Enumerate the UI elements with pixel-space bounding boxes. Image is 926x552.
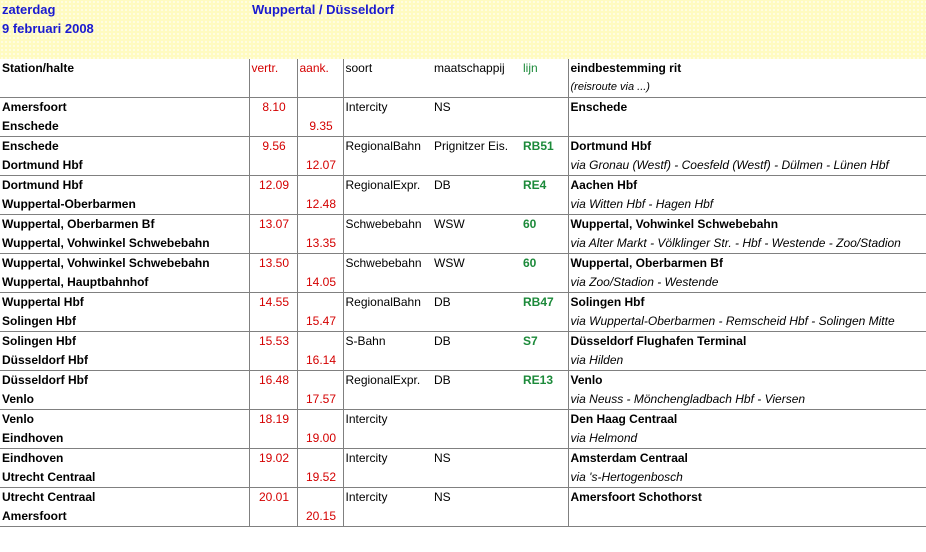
arrival-time: 16.14	[297, 351, 343, 371]
route-via: via Hilden	[568, 351, 926, 371]
from-station: Enschede	[0, 137, 249, 157]
leg-row-departure	[0, 98, 926, 118]
date-label: 9 februari 2008	[2, 21, 94, 36]
to-station: Wuppertal, Vohwinkel Schwebebahn	[0, 234, 249, 254]
train-type: Schwebebahn	[345, 217, 422, 231]
departure-time: 16.48	[249, 371, 297, 391]
final-destination: Wuppertal, Vohwinkel Schwebebahn	[570, 217, 779, 231]
leg-row-arrival	[0, 195, 926, 215]
train-type: Intercity	[345, 412, 388, 426]
line-number: S7	[521, 332, 568, 352]
route-via: via Neuss - Mönchengladbach Hbf - Viersen	[568, 390, 926, 410]
arrival-time: 12.07	[297, 156, 343, 176]
final-destination: Venlo	[570, 373, 603, 387]
arrival-time: 9.35	[297, 117, 343, 137]
final-destination: Aachen Hbf	[570, 178, 638, 192]
route-via: via Zoo/Stadion - Westende	[568, 273, 926, 293]
company: NS	[434, 100, 451, 114]
from-station: Düsseldorf Hbf	[0, 371, 249, 391]
from-station: Dortmund Hbf	[0, 176, 249, 196]
company: NS	[434, 490, 451, 504]
train-type: Intercity	[345, 451, 388, 465]
leg-row-arrival	[0, 312, 926, 332]
line-number	[521, 488, 568, 508]
arrival-time: 20.15	[297, 507, 343, 527]
company: DB	[434, 295, 451, 309]
col-arrival: aank.	[297, 59, 343, 78]
route-via: via Witten Hbf - Hagen Hbf	[568, 195, 926, 215]
to-station: Wuppertal, Hauptbahnhof	[0, 273, 249, 293]
from-station: Amersfoort	[0, 98, 249, 118]
final-destination: Enschede	[570, 100, 628, 114]
departure-time: 15.53	[249, 332, 297, 352]
leg-row-arrival	[0, 429, 926, 449]
train-type: Schwebebahn	[345, 256, 422, 270]
leg-row-departure	[0, 449, 926, 469]
departure-time: 19.02	[249, 449, 297, 469]
train-type: Intercity	[345, 490, 388, 504]
from-station: Wuppertal, Oberbarmen Bf	[0, 215, 249, 235]
line-number	[521, 449, 568, 469]
arrival-time: 14.05	[297, 273, 343, 293]
to-station: Enschede	[0, 117, 249, 137]
train-type: RegionalExpr.	[345, 178, 421, 192]
departure-time: 20.01	[249, 488, 297, 508]
leg-row-departure	[0, 176, 926, 196]
leg-row-departure	[0, 488, 926, 508]
leg-row-departure	[0, 137, 926, 157]
line-number: RB47	[521, 293, 568, 313]
from-station: Eindhoven	[0, 449, 249, 469]
arrival-time: 19.52	[297, 468, 343, 488]
company: WSW	[434, 217, 465, 231]
to-station: Venlo	[0, 390, 249, 410]
leg-row-departure	[0, 293, 926, 313]
from-station: Utrecht Centraal	[0, 488, 249, 508]
from-station: Venlo	[0, 410, 249, 430]
leg-row-departure	[0, 410, 926, 430]
to-station: Dortmund Hbf	[0, 156, 249, 176]
arrival-time: 13.35	[297, 234, 343, 254]
final-destination: Wuppertal, Oberbarmen Bf	[570, 256, 723, 270]
line-number: RB51	[521, 137, 568, 157]
line-number	[521, 98, 568, 118]
departure-time: 9.56	[249, 137, 297, 157]
leg-row-arrival	[0, 234, 926, 254]
line-number	[521, 410, 568, 430]
train-type: RegionalBahn	[345, 295, 421, 309]
train-type: RegionalExpr.	[345, 373, 421, 387]
train-type: S-Bahn	[345, 334, 386, 348]
company	[432, 410, 521, 430]
train-type: RegionalBahn	[345, 139, 421, 153]
final-destination: Solingen Hbf	[570, 295, 645, 309]
col-company: maatschappij	[434, 61, 505, 75]
line-number: RE4	[521, 176, 568, 196]
departure-time: 8.10	[249, 98, 297, 118]
timetable	[0, 59, 926, 527]
company: DB	[434, 334, 451, 348]
company: DB	[434, 373, 451, 387]
col-departure: vertr.	[249, 59, 297, 78]
leg-row-arrival	[0, 390, 926, 410]
arrival-time: 15.47	[297, 312, 343, 332]
column-header-row	[0, 59, 926, 78]
col-line: lijn	[521, 59, 568, 78]
line-number: 60	[521, 215, 568, 235]
from-station: Wuppertal, Vohwinkel Schwebebahn	[0, 254, 249, 274]
col-route-hint: (reisroute via ...)	[568, 78, 926, 98]
train-type: Intercity	[345, 100, 388, 114]
to-station: Wuppertal-Oberbarmen	[0, 195, 249, 215]
leg-row-departure	[0, 215, 926, 235]
column-header-row-2	[0, 78, 926, 98]
company: NS	[434, 451, 451, 465]
to-station: Solingen Hbf	[0, 312, 249, 332]
final-destination: Amsterdam Centraal	[570, 451, 688, 465]
route-via: via Helmond	[568, 429, 926, 449]
company: WSW	[434, 256, 465, 270]
final-destination: Amersfoort Schothorst	[570, 490, 702, 504]
leg-row-arrival	[0, 156, 926, 176]
arrival-time: 19.00	[297, 429, 343, 449]
departure-time: 13.50	[249, 254, 297, 274]
company: Prignitzer Eis.	[434, 139, 509, 153]
route-via: via Wuppertal-Oberbarmen - Remscheid Hbf - Solingen Mitte	[568, 312, 926, 332]
leg-row-departure	[0, 371, 926, 391]
company: DB	[434, 178, 451, 192]
arrival-time: 17.57	[297, 390, 343, 410]
route-title: Wuppertal / Düsseldorf	[252, 2, 395, 17]
leg-row-arrival	[0, 468, 926, 488]
leg-row-arrival	[0, 117, 926, 137]
departure-time: 13.07	[249, 215, 297, 235]
line-number: 60	[521, 254, 568, 274]
header-band	[0, 0, 926, 59]
leg-row-departure	[0, 332, 926, 352]
route-via	[568, 507, 926, 527]
to-station: Amersfoort	[0, 507, 249, 527]
from-station: Solingen Hbf	[0, 332, 249, 352]
route-via: via Alter Markt - Völklinger Str. - Hbf - Westende - Zoo/Stadion	[568, 234, 926, 254]
route-via: via 's-Hertogenbosch	[568, 468, 926, 488]
departure-time: 14.55	[249, 293, 297, 313]
leg-row-arrival	[0, 273, 926, 293]
line-number: RE13	[521, 371, 568, 391]
final-destination: Den Haag Centraal	[570, 412, 678, 426]
col-type: soort	[345, 61, 373, 75]
final-destination: Dortmund Hbf	[570, 139, 652, 153]
to-station: Düsseldorf Hbf	[0, 351, 249, 371]
route-via: via Gronau (Westf) - Coesfeld (Westf) - Dülmen - Lünen Hbf	[568, 156, 926, 176]
route-via	[568, 117, 926, 137]
departure-time: 12.09	[249, 176, 297, 196]
col-station: Station/halte	[0, 59, 249, 78]
from-station: Wuppertal Hbf	[0, 293, 249, 313]
arrival-time: 12.48	[297, 195, 343, 215]
day-label: zaterdag	[2, 2, 56, 17]
leg-row-arrival	[0, 507, 926, 527]
departure-time: 18.19	[249, 410, 297, 430]
to-station: Eindhoven	[0, 429, 249, 449]
to-station: Utrecht Centraal	[0, 468, 249, 488]
col-destination: eindbestemming rit	[570, 61, 682, 75]
leg-row-departure	[0, 254, 926, 274]
final-destination: Düsseldorf Flughafen Terminal	[570, 334, 747, 348]
leg-row-arrival	[0, 351, 926, 371]
